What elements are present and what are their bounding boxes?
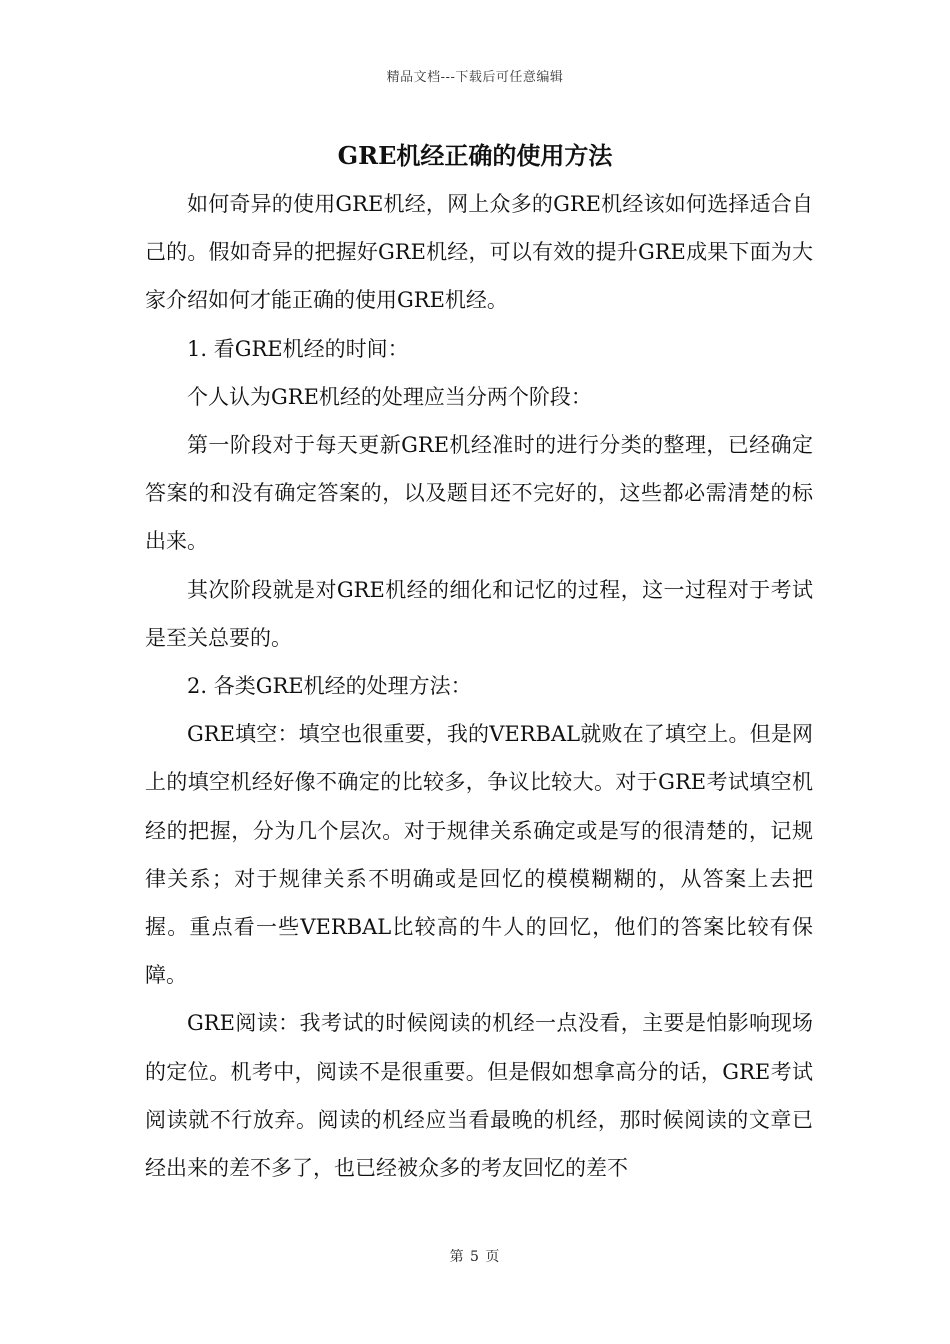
paragraph-fill-in: GRE填空：填空也很重要，我的VERBAL就败在了填空上。但是网上的填空机经好像不确定的比较多，争议比较大。对于GRE考试填空机经的把握，分为几个层次。对于规律关系确定或是写的很清楚的，记规律关系；对于规律关系不明确或是回忆的模模糊糊的，从答案上去把握。重点看一些VERBAL比较高的牛人的回忆，他们的答案比较有保障。 xyxy=(145,722,813,988)
paragraph-stage-two: 其次阶段就是对GRE机经的细化和记忆的过程，这一过程对于考试是至关总要的。 xyxy=(145,577,813,650)
page-header: 精品文档---下载后可任意编辑 xyxy=(386,70,564,85)
document-body xyxy=(145,180,813,1192)
paragraph-stage-one: 第一阶段对于每天更新GRE机经准时的进行分类的整理，已经确定答案的和没有确定答案的，以及题目还不完好的，这些都必需清楚的标出来。 xyxy=(145,433,813,554)
paragraph-section-1-heading: 1. 看GRE机经的时间： xyxy=(187,336,409,361)
paragraph-section-2-heading: 2. 各类GRE机经的处理方法： xyxy=(187,674,472,699)
paragraph-reading: GRE阅读：我考试的时候阅读的机经一点没看，主要是怕影响现场的定位。机考中，阅读不是很重要。但是假如想拿高分的话，GRE考试阅读就不行放弃。阅读的机经应当看最晚的机经，那时候阅读的文章已经出来的差不多了，也已经被众多的考友回忆的差不 xyxy=(145,1011,813,1181)
paragraph-intro: 如何奇异的使用GRE机经，网上众多的GRE机经该如何选择适合自己的。假如奇异的把握好GRE机经，可以有效的提升GRE成果下面为大家介绍如何才能正确的使用GRE机经。 xyxy=(145,192,813,313)
page-number: 第 5 页 xyxy=(449,1249,501,1265)
document-title: GRE机经正确的使用方法 xyxy=(337,141,613,170)
paragraph-two-stages: 个人认为GRE机经的处理应当分两个阶段： xyxy=(187,384,592,409)
